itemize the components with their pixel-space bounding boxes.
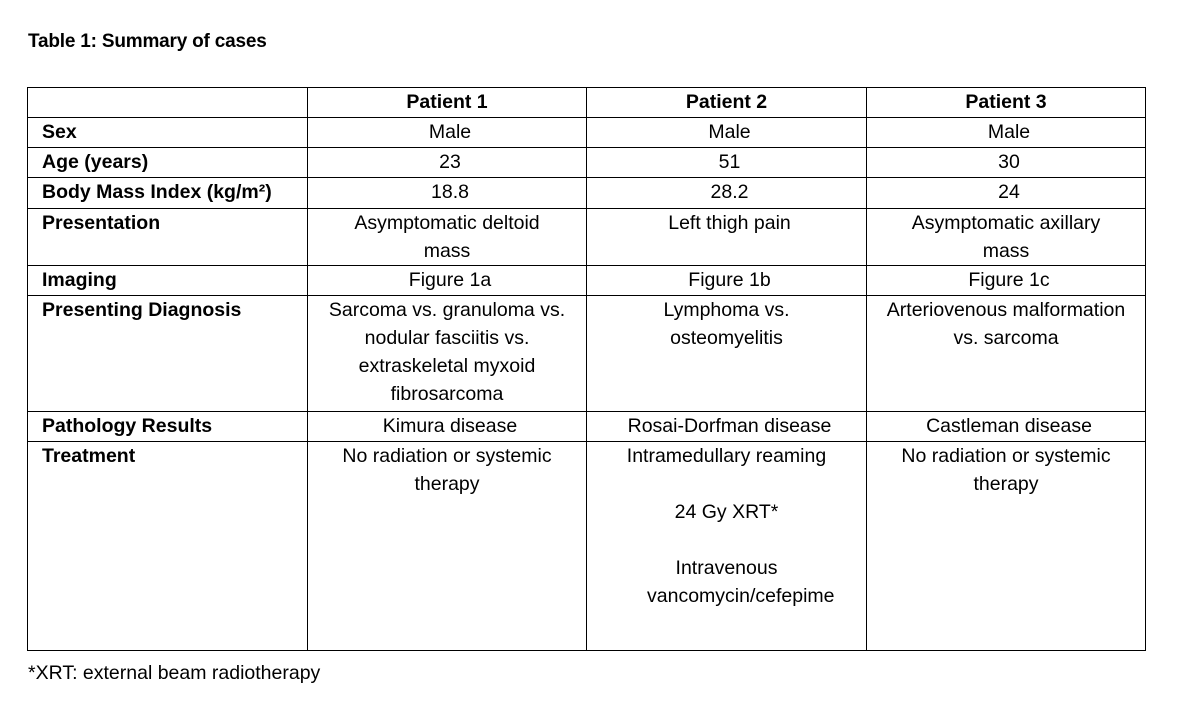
table-cell: Figure 1b bbox=[587, 266, 867, 296]
table-cell: Figure 1c bbox=[867, 266, 1146, 296]
table-row-bmi bbox=[28, 178, 1146, 209]
summary-table bbox=[27, 87, 1146, 651]
row-label: Treatment bbox=[28, 442, 308, 651]
header-cell-patient-2: Patient 2 bbox=[587, 88, 867, 118]
table-cell: 51 bbox=[587, 148, 867, 178]
footnote: *XRT: external beam radiotherapy bbox=[28, 662, 321, 684]
treatment-gap bbox=[607, 470, 846, 498]
table-cell: No radiation or systemic therapy bbox=[308, 442, 587, 651]
table-row-pathology-results bbox=[28, 412, 1146, 442]
row-label: Presentation bbox=[28, 209, 308, 266]
table-cell: Asymptomatic axillary mass bbox=[867, 209, 1146, 266]
table-cell-treatment-patient-2 bbox=[587, 442, 867, 651]
table-cell: Sarcoma vs. granuloma vs. nodular fasciitis vs. extraskeletal myxoid fibrosarcoma bbox=[308, 296, 587, 412]
table-row-imaging bbox=[28, 266, 1146, 296]
table-cell: 23 bbox=[308, 148, 587, 178]
row-label: Sex bbox=[28, 118, 308, 148]
header-cell-patient-3: Patient 3 bbox=[867, 88, 1146, 118]
table-cell: 28.2 bbox=[587, 178, 867, 209]
treatment-line: 24 Gy XRT* bbox=[674, 501, 779, 523]
table-cell: Lymphoma vs. osteomyelitis bbox=[587, 296, 867, 412]
table-cell: Figure 1a bbox=[308, 266, 587, 296]
table-title: Table 1: Summary of cases bbox=[28, 31, 267, 52]
table-cell: Kimura disease bbox=[308, 412, 587, 442]
table-cell: No radiation or systemic therapy bbox=[867, 442, 1146, 651]
table-row-treatment bbox=[28, 442, 1146, 651]
header-cell-patient-1: Patient 1 bbox=[308, 88, 587, 118]
table-row-sex bbox=[28, 118, 1146, 148]
treatment-gap bbox=[607, 526, 846, 554]
row-label: Body Mass Index (kg/m²) bbox=[28, 178, 308, 209]
table-cell: Arteriovenous malformation vs. sarcoma bbox=[867, 296, 1146, 412]
header-cell-empty bbox=[28, 88, 308, 118]
table-cell: Rosai-Dorfman disease bbox=[587, 412, 867, 442]
row-label: Presenting Diagnosis bbox=[28, 296, 308, 412]
table-cell: Male bbox=[587, 118, 867, 148]
table-cell: 24 bbox=[867, 178, 1146, 209]
table-cell: Asymptomatic deltoid mass bbox=[308, 209, 587, 266]
table-row-presentation bbox=[28, 209, 1146, 266]
table-cell: 30 bbox=[867, 148, 1146, 178]
row-label: Pathology Results bbox=[28, 412, 308, 442]
treatment-line: Intramedullary reaming bbox=[626, 445, 827, 467]
table-row-age bbox=[28, 148, 1146, 178]
table-cell: 18.8 bbox=[308, 178, 587, 209]
table-cell: Castleman disease bbox=[867, 412, 1146, 442]
table-cell: Male bbox=[867, 118, 1146, 148]
row-label: Age (years) bbox=[28, 148, 308, 178]
table-cell: Left thigh pain bbox=[587, 209, 867, 266]
treatment-line: Intravenous vancomycin/cefepime bbox=[647, 557, 835, 607]
row-label: Imaging bbox=[28, 266, 308, 296]
table-cell: Male bbox=[308, 118, 587, 148]
header-row bbox=[28, 88, 1146, 118]
table-row-presenting-diagnosis bbox=[28, 296, 1146, 412]
